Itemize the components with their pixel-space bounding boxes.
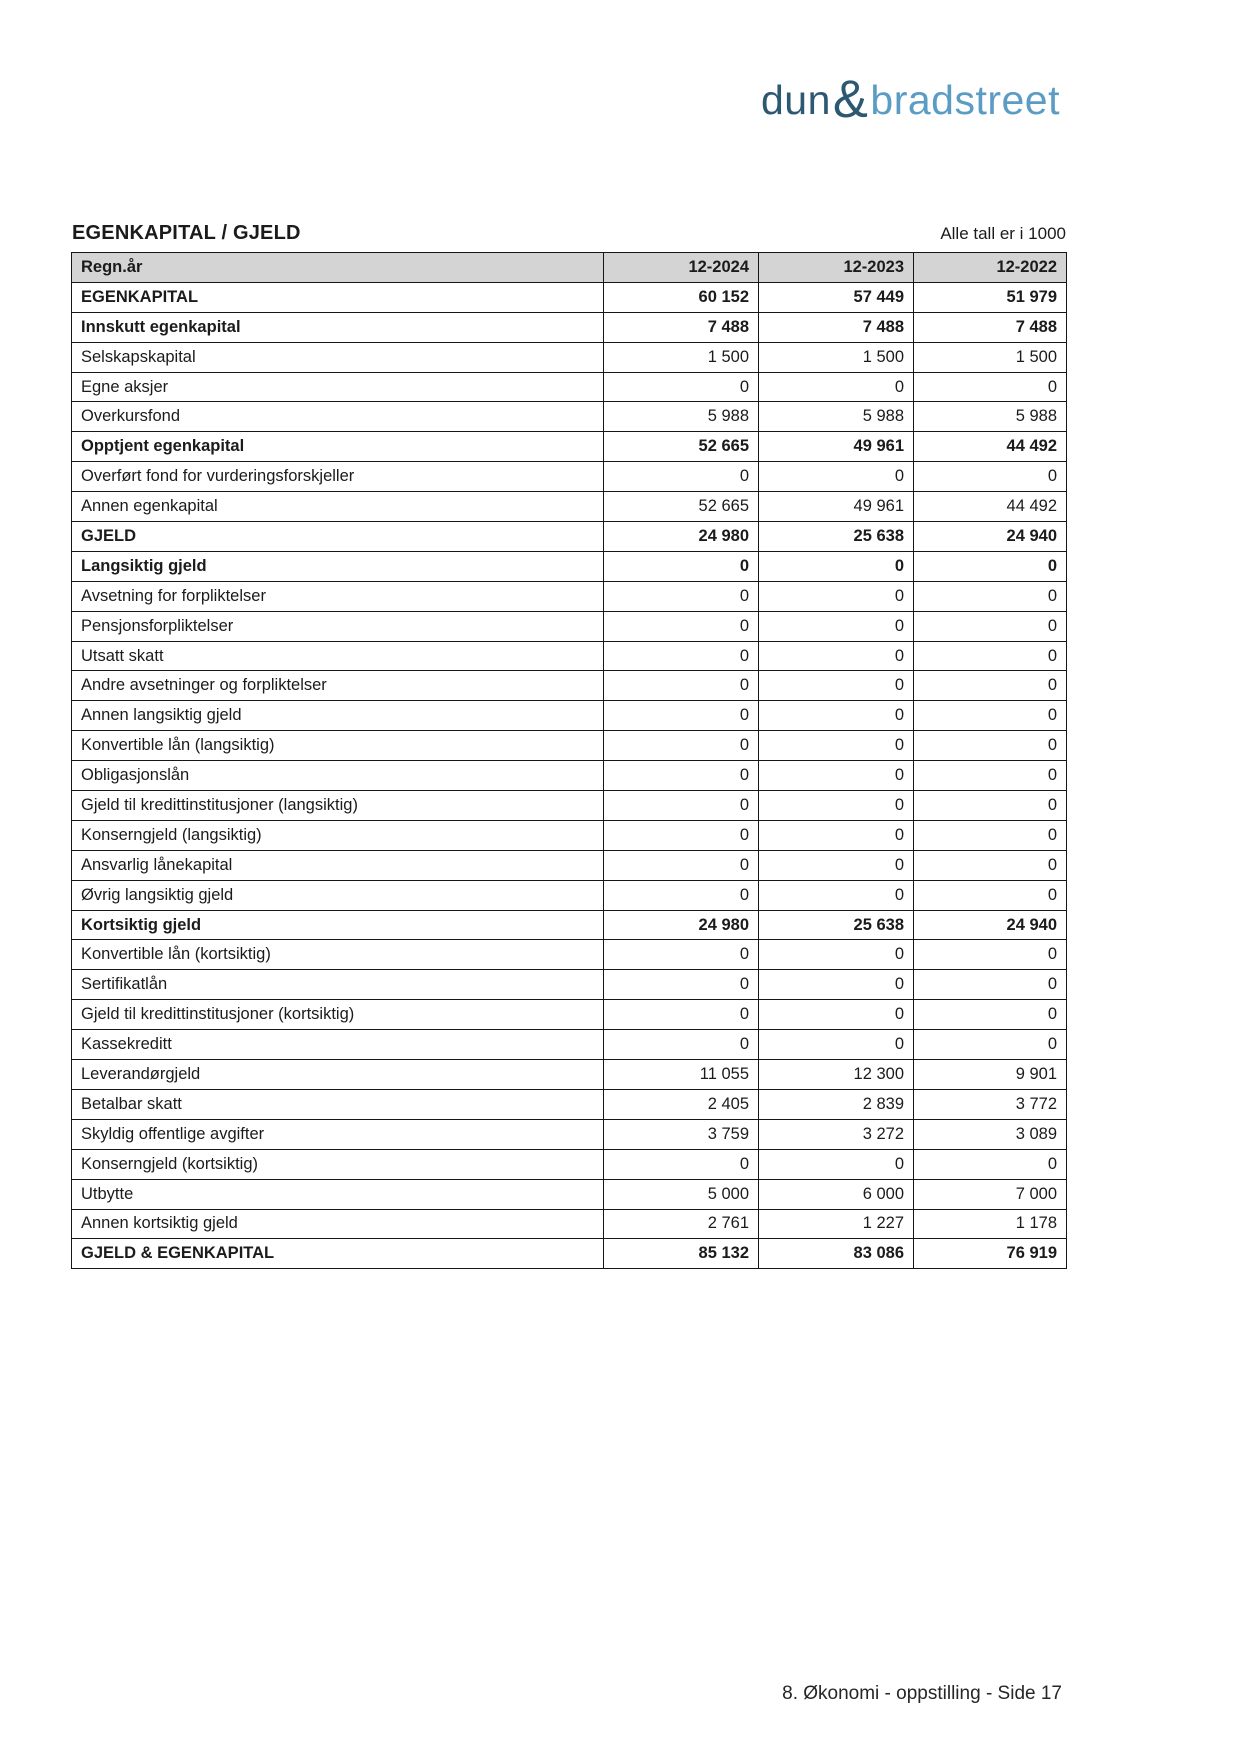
table-row [72, 701, 1067, 731]
row-label: Utbytte [72, 1179, 604, 1209]
table-row [72, 641, 1067, 671]
table-row [72, 940, 1067, 970]
column-header-2022: 12-2022 [914, 253, 1067, 283]
table-row [72, 1149, 1067, 1179]
cell-value: 0 [759, 791, 914, 821]
cell-value: 5 988 [604, 402, 759, 432]
row-label: Selskapskapital [72, 342, 604, 372]
table-row [72, 1089, 1067, 1119]
row-label: Kortsiktig gjeld [72, 910, 604, 940]
table-row [72, 1179, 1067, 1209]
cell-value: 1 500 [759, 342, 914, 372]
cell-value: 0 [759, 850, 914, 880]
cell-value: 0 [759, 970, 914, 1000]
cell-value: 49 961 [759, 432, 914, 462]
cell-value: 0 [604, 761, 759, 791]
table-row [72, 1000, 1067, 1030]
cell-value: 24 980 [604, 910, 759, 940]
row-label: Annen langsiktig gjeld [72, 701, 604, 731]
cell-value: 0 [604, 462, 759, 492]
cell-value: 9 901 [914, 1060, 1067, 1090]
cell-value: 0 [759, 671, 914, 701]
cell-value: 12 300 [759, 1060, 914, 1090]
column-header-regnar: Regn.år [72, 253, 604, 283]
cell-value: 0 [914, 611, 1067, 641]
row-label: Konvertible lån (kortsiktig) [72, 940, 604, 970]
row-label: Annen kortsiktig gjeld [72, 1209, 604, 1239]
cell-value: 0 [604, 850, 759, 880]
cell-value: 1 500 [604, 342, 759, 372]
cell-value: 2 839 [759, 1089, 914, 1119]
cell-value: 5 988 [914, 402, 1067, 432]
cell-value: 0 [759, 880, 914, 910]
cell-value: 0 [914, 940, 1067, 970]
cell-value: 0 [604, 880, 759, 910]
dun-bradstreet-logo [760, 68, 1060, 129]
cell-value: 0 [759, 641, 914, 671]
table-row [72, 282, 1067, 312]
table-row [72, 850, 1067, 880]
table-row [72, 970, 1067, 1000]
table-row [72, 1030, 1067, 1060]
table-body [72, 282, 1067, 1268]
cell-value: 76 919 [914, 1239, 1067, 1269]
cell-value: 0 [759, 731, 914, 761]
row-label: Overført fond for vurderingsforskjeller [72, 462, 604, 492]
row-label: Opptjent egenkapital [72, 432, 604, 462]
cell-value: 3 089 [914, 1119, 1067, 1149]
cell-value: 0 [914, 372, 1067, 402]
table-row [72, 761, 1067, 791]
table-row [72, 791, 1067, 821]
table-row [72, 372, 1067, 402]
page-footer: 8. Økonomi - oppstilling - Side 17 [782, 1683, 1062, 1704]
cell-value: 0 [759, 581, 914, 611]
cell-value: 44 492 [914, 432, 1067, 462]
cell-value: 0 [604, 1000, 759, 1030]
cell-value: 3 772 [914, 1089, 1067, 1119]
cell-value: 0 [759, 761, 914, 791]
cell-value: 1 227 [759, 1209, 914, 1239]
row-label: Langsiktig gjeld [72, 551, 604, 581]
cell-value: 85 132 [604, 1239, 759, 1269]
cell-value: 1 500 [914, 342, 1067, 372]
cell-value: 0 [604, 581, 759, 611]
title-row [72, 222, 1066, 245]
cell-value: 0 [914, 671, 1067, 701]
table-row [72, 1060, 1067, 1090]
cell-value: 0 [914, 701, 1067, 731]
cell-value: 0 [604, 791, 759, 821]
cell-value: 0 [604, 641, 759, 671]
row-label: Konvertible lån (langsiktig) [72, 731, 604, 761]
table-row [72, 342, 1067, 372]
cell-value: 0 [604, 970, 759, 1000]
row-label: Annen egenkapital [72, 492, 604, 522]
cell-value: 0 [604, 701, 759, 731]
cell-value: 2 761 [604, 1209, 759, 1239]
row-label: EGENKAPITAL [72, 282, 604, 312]
row-label: Leverandørgjeld [72, 1060, 604, 1090]
cell-value: 7 488 [759, 312, 914, 342]
cell-value: 0 [604, 372, 759, 402]
row-label: Skyldig offentlige avgifter [72, 1119, 604, 1149]
table-row [72, 671, 1067, 701]
row-label: Øvrig langsiktig gjeld [72, 880, 604, 910]
cell-value: 3 272 [759, 1119, 914, 1149]
cell-value: 24 940 [914, 522, 1067, 552]
cell-value: 0 [759, 462, 914, 492]
cell-value: 0 [604, 820, 759, 850]
cell-value: 0 [759, 820, 914, 850]
table-row [72, 611, 1067, 641]
cell-value: 83 086 [759, 1239, 914, 1269]
row-label: GJELD [72, 522, 604, 552]
row-label: Obligasjonslån [72, 761, 604, 791]
cell-value: 0 [604, 551, 759, 581]
table-row [72, 820, 1067, 850]
logo-ampersand-icon: & [832, 70, 869, 129]
cell-value: 24 940 [914, 910, 1067, 940]
cell-value: 0 [604, 731, 759, 761]
cell-value: 0 [914, 970, 1067, 1000]
row-label: Konserngjeld (kortsiktig) [72, 1149, 604, 1179]
table-row [72, 432, 1067, 462]
table-row [72, 1209, 1067, 1239]
row-label: Egne aksjer [72, 372, 604, 402]
column-header-2023: 12-2023 [759, 253, 914, 283]
cell-value: 0 [759, 611, 914, 641]
cell-value: 6 000 [759, 1179, 914, 1209]
cell-value: 0 [914, 850, 1067, 880]
cell-value: 7 488 [604, 312, 759, 342]
cell-value: 0 [914, 1000, 1067, 1030]
cell-value: 0 [759, 701, 914, 731]
page-title: EGENKAPITAL / GJELD [72, 222, 301, 244]
table-row [72, 581, 1067, 611]
logo-text-bradstreet: bradstreet [870, 77, 1060, 123]
cell-value: 0 [914, 1030, 1067, 1060]
cell-value: 25 638 [759, 910, 914, 940]
cell-value: 57 449 [759, 282, 914, 312]
logo-text-dun: dun [760, 77, 831, 123]
cell-value: 5 000 [604, 1179, 759, 1209]
row-label: Andre avsetninger og forpliktelser [72, 671, 604, 701]
cell-value: 3 759 [604, 1119, 759, 1149]
cell-value: 52 665 [604, 492, 759, 522]
cell-value: 0 [914, 791, 1067, 821]
cell-value: 0 [759, 1149, 914, 1179]
cell-value: 5 988 [759, 402, 914, 432]
cell-value: 0 [759, 1000, 914, 1030]
cell-value: 44 492 [914, 492, 1067, 522]
cell-value: 0 [759, 940, 914, 970]
row-label: Betalbar skatt [72, 1089, 604, 1119]
cell-value: 0 [914, 581, 1067, 611]
table-row [72, 312, 1067, 342]
table-row [72, 731, 1067, 761]
cell-value: 51 979 [914, 282, 1067, 312]
cell-value: 0 [914, 551, 1067, 581]
table-row [72, 402, 1067, 432]
cell-value: 0 [914, 731, 1067, 761]
row-label: Konserngjeld (langsiktig) [72, 820, 604, 850]
row-label: Utsatt skatt [72, 641, 604, 671]
table-header-row [72, 253, 1067, 283]
cell-value: 7 488 [914, 312, 1067, 342]
row-label: Ansvarlig lånekapital [72, 850, 604, 880]
table-row [72, 1239, 1067, 1269]
table-row [72, 522, 1067, 552]
row-label: Sertifikatlån [72, 970, 604, 1000]
cell-value: 7 000 [914, 1179, 1067, 1209]
balance-sheet-table [71, 252, 1067, 1269]
row-label: Innskutt egenkapital [72, 312, 604, 342]
cell-value: 0 [914, 761, 1067, 791]
table-row [72, 880, 1067, 910]
table-row [72, 462, 1067, 492]
cell-value: 24 980 [604, 522, 759, 552]
cell-value: 25 638 [759, 522, 914, 552]
row-label: Kassekreditt [72, 1030, 604, 1060]
cell-value: 0 [914, 1149, 1067, 1179]
cell-value: 1 178 [914, 1209, 1067, 1239]
table-row [72, 910, 1067, 940]
units-note: Alle tall er i 1000 [940, 224, 1066, 243]
cell-value: 11 055 [604, 1060, 759, 1090]
cell-value: 0 [914, 462, 1067, 492]
cell-value: 0 [604, 1149, 759, 1179]
row-label: GJELD & EGENKAPITAL [72, 1239, 604, 1269]
cell-value: 2 405 [604, 1089, 759, 1119]
table-row [72, 1119, 1067, 1149]
cell-value: 0 [604, 671, 759, 701]
cell-value: 0 [914, 641, 1067, 671]
cell-value: 0 [759, 372, 914, 402]
row-label: Avsetning for forpliktelser [72, 581, 604, 611]
cell-value: 0 [604, 940, 759, 970]
cell-value: 49 961 [759, 492, 914, 522]
cell-value: 0 [759, 1030, 914, 1060]
row-label: Pensjonsforpliktelser [72, 611, 604, 641]
cell-value: 0 [914, 880, 1067, 910]
row-label: Gjeld til kredittinstitusjoner (langsiktig) [72, 791, 604, 821]
table-row [72, 551, 1067, 581]
column-header-2024: 12-2024 [604, 253, 759, 283]
cell-value: 0 [604, 1030, 759, 1060]
table-row [72, 492, 1067, 522]
cell-value: 0 [759, 551, 914, 581]
row-label: Gjeld til kredittinstitusjoner (kortsiktig) [72, 1000, 604, 1030]
cell-value: 0 [914, 820, 1067, 850]
cell-value: 52 665 [604, 432, 759, 462]
cell-value: 60 152 [604, 282, 759, 312]
cell-value: 0 [604, 611, 759, 641]
row-label: Overkursfond [72, 402, 604, 432]
